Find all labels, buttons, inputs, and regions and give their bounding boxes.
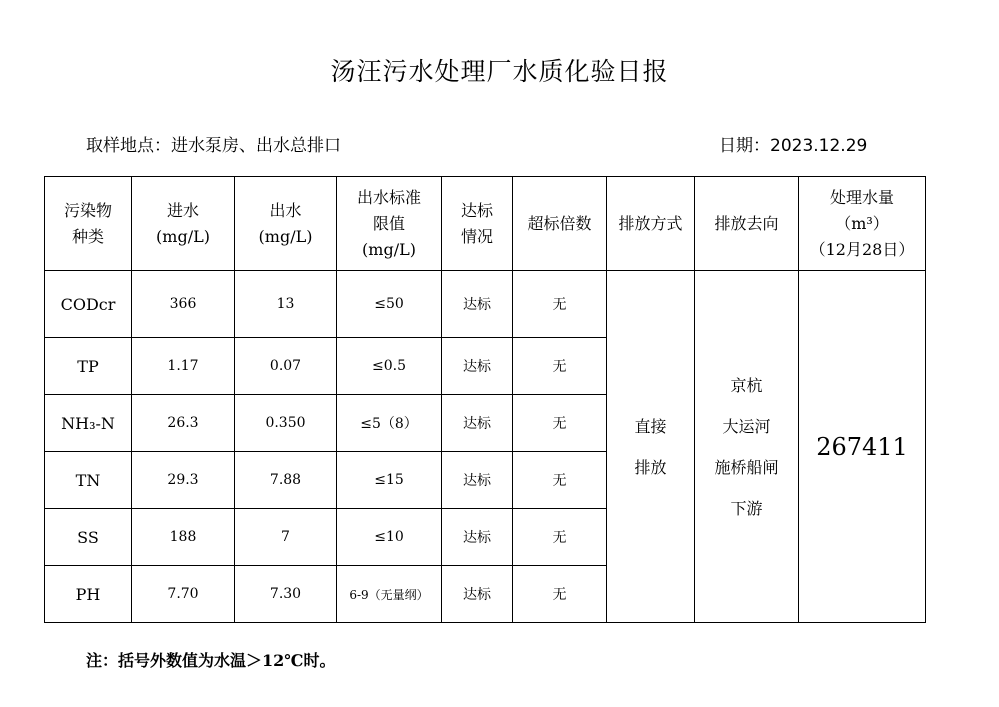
- header-inflow: 进水 (mg/L): [132, 177, 235, 271]
- cell-compliance: 达标: [442, 452, 513, 509]
- cell-exceed: 无: [513, 395, 607, 452]
- cell-outflow: 13: [235, 271, 337, 338]
- cell-inflow: 7.70: [132, 566, 235, 623]
- header-outflow: 出水 (mg/L): [235, 177, 337, 271]
- cell-compliance: 达标: [442, 338, 513, 395]
- cell-limit: 6-9（无量纲）: [337, 566, 442, 623]
- cell-outflow: 7.88: [235, 452, 337, 509]
- cell-compliance: 达标: [442, 509, 513, 566]
- header-destination: 排放去向: [695, 177, 799, 271]
- cell-limit: ≤5（8）: [337, 395, 442, 452]
- cell-pollutant: CODcr: [45, 271, 132, 338]
- cell-compliance: 达标: [442, 566, 513, 623]
- cell-limit: ≤15: [337, 452, 442, 509]
- cell-method: 直接 排放: [607, 271, 695, 623]
- cell-volume: 267411: [799, 271, 926, 623]
- table-row: [45, 271, 926, 338]
- cell-exceed: 无: [513, 271, 607, 338]
- header-compliance: 达标 情况: [442, 177, 513, 271]
- cell-compliance: 达标: [442, 271, 513, 338]
- header-limit: 出水标准 限值 (mg/L): [337, 177, 442, 271]
- cell-limit: ≤50: [337, 271, 442, 338]
- header-pollutant: 污染物 种类: [45, 177, 132, 271]
- cell-exceed: 无: [513, 338, 607, 395]
- cell-limit: ≤0.5: [337, 338, 442, 395]
- cell-pollutant: TP: [45, 338, 132, 395]
- cell-inflow: 26.3: [132, 395, 235, 452]
- report-date: 日期：2023.12.29: [719, 136, 868, 156]
- cell-pollutant: PH: [45, 566, 132, 623]
- header-row: [45, 177, 926, 271]
- header-method: 排放方式: [607, 177, 695, 271]
- cell-destination: 京杭 大运河 施桥船闸 下游: [695, 271, 799, 623]
- header-exceed: 超标倍数: [513, 177, 607, 271]
- cell-inflow: 188: [132, 509, 235, 566]
- cell-outflow: 7.30: [235, 566, 337, 623]
- cell-inflow: 29.3: [132, 452, 235, 509]
- cell-outflow: 0.350: [235, 395, 337, 452]
- header-volume: 处理水量 （m³） （12月28日）: [799, 177, 926, 271]
- cell-inflow: 1.17: [132, 338, 235, 395]
- cell-exceed: 无: [513, 509, 607, 566]
- water-quality-table: [44, 176, 926, 623]
- cell-exceed: 无: [513, 452, 607, 509]
- cell-outflow: 7: [235, 509, 337, 566]
- cell-pollutant: SS: [45, 509, 132, 566]
- cell-pollutant: NH₃-N: [45, 395, 132, 452]
- cell-pollutant: TN: [45, 452, 132, 509]
- report-title: 汤汪污水处理厂水质化验日报: [330, 57, 669, 86]
- footnote: 注：括号外数值为水温＞12℃时。: [86, 651, 336, 670]
- cell-compliance: 达标: [442, 395, 513, 452]
- cell-limit: ≤10: [337, 509, 442, 566]
- cell-inflow: 366: [132, 271, 235, 338]
- cell-exceed: 无: [513, 566, 607, 623]
- sampling-location: 取样地点：进水泵房、出水总排口: [86, 136, 341, 156]
- cell-outflow: 0.07: [235, 338, 337, 395]
